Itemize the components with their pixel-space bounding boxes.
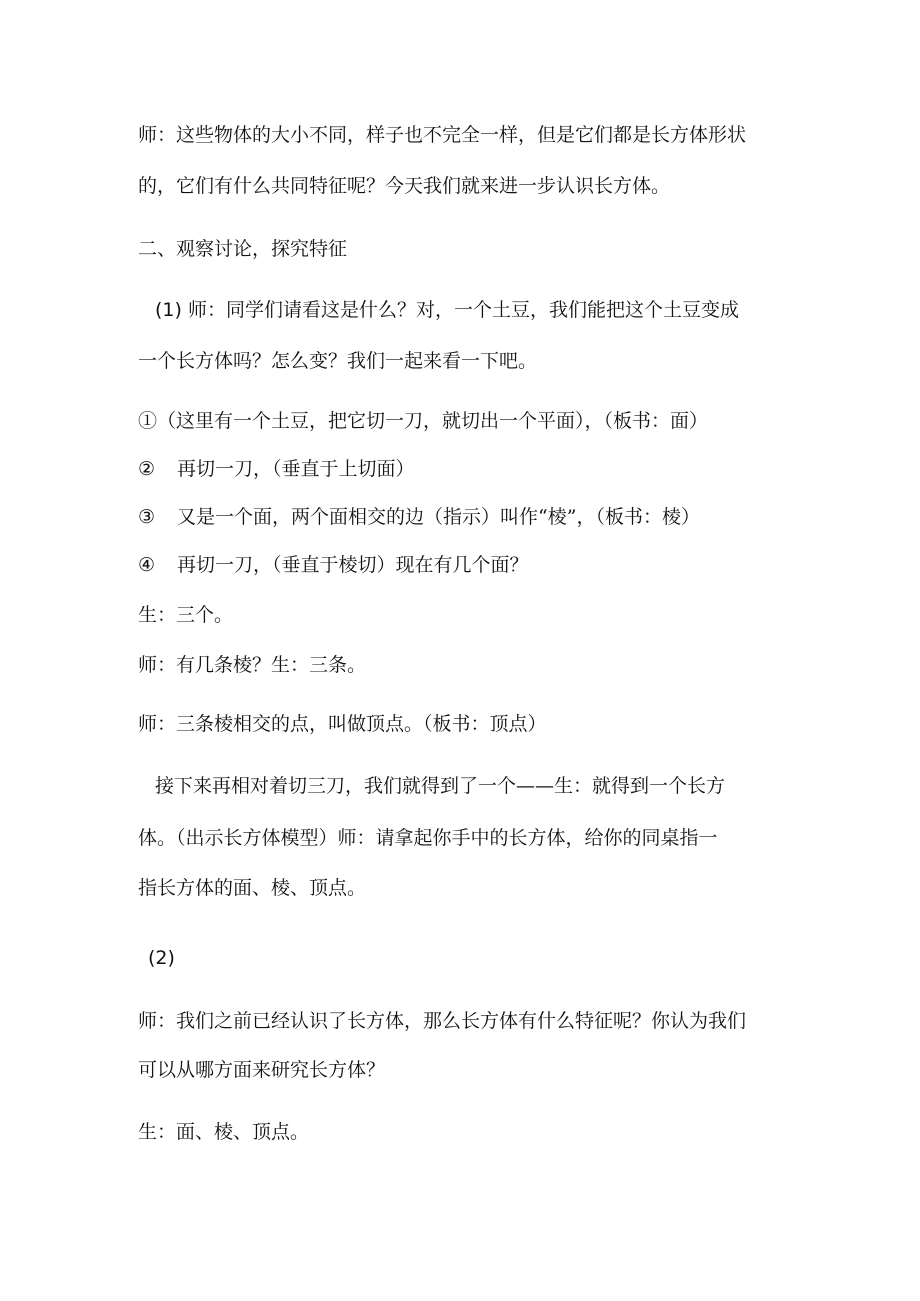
section-heading: 二、观察讨论，探究特征 [138,238,348,260]
teacher-question-2: 师：有几条棱？生：三条。 [138,654,367,676]
teacher-question-4-line-1: 师：我们之前已经认识了长方体，那么长方体有什么特征呢？你认为我们 [138,1010,747,1032]
continue-line-1: 接下来再相对着切三刀，我们就得到了一个——生：就得到一个长方 [155,775,726,797]
step-4-text: 再切一刀，（垂直于棱切）现在有几个面？ [177,554,529,576]
step-2-text: 再切一刀，（垂直于上切面） [177,458,415,480]
part1-text-1: 师：同学们请看这是什么？对，一个土豆，我们能把这个土豆变成 [187,299,739,321]
teacher-statement-3: 师：三条棱相交的点，叫做顶点。（板书：顶点） [138,713,547,735]
step-2-number: ② [138,458,156,480]
part2-marker: (2) [148,947,175,969]
part1-marker: (1) [155,299,182,321]
step-4 [138,553,529,577]
continue-line-2: 体。（出示长方体模型）师：请拿起你手中的长方体，给你的同桌指一 [138,827,718,849]
step-1-number: ① [138,410,158,432]
step-3 [138,505,700,529]
step-3-number: ③ [138,506,156,528]
student-answer-1: 生：三个。 [138,604,234,626]
step-4-number: ④ [138,554,156,576]
intro-line-1: 师：这些物体的大小不同，样子也不完全一样，但是它们都是长方体形状 [138,124,747,146]
step-1-text: （这里有一个土豆，把它切一刀，就切出一个平面），（板书：面） [157,410,709,432]
step-2 [138,457,415,481]
student-answer-2: 生：面、棱、顶点。 [138,1121,310,1143]
intro-line-2: 的，它们有什么共同特征呢？今天我们就来进一步认识长方体。 [138,175,671,197]
step-1 [138,409,708,433]
part1-line-1 [155,298,739,322]
part1-line-2: 一个长方体吗？怎么变？我们一起来看一下吧。 [138,350,538,372]
continue-line-3: 指长方体的面、棱、顶点。 [138,877,367,899]
teacher-question-4-line-2: 可以从哪方面来研究长方体？ [138,1059,386,1081]
step-3-text: 又是一个面，两个面相交的边（指示）叫作“棱”，（板书：棱） [177,506,700,528]
